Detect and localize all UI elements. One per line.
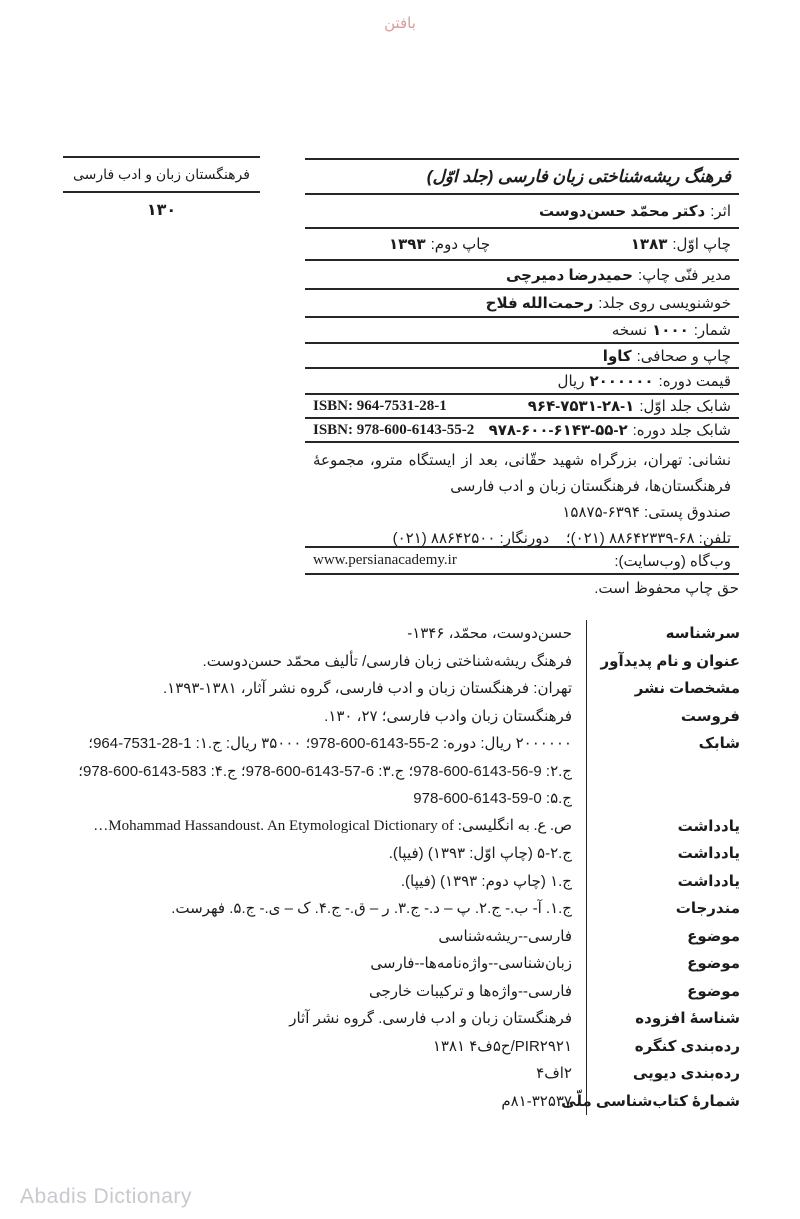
fipa-label: یادداشت [677,845,740,862]
fipa-label: عنوان و نام پدیدآور [600,652,740,670]
calligraphy-label: خوشنویسی روی جلد: [598,295,731,312]
pub-row-isbn-set [305,419,739,443]
pub-row-print-binding [305,344,739,369]
pub-row-isbn-vol1 [305,395,739,419]
fipa-label: مشخصات نشر [634,680,740,697]
fipa-value: ص. ع. به انگلیسی: Mohammad Hassandoust. An Etymological Dictionary of… [60,813,587,841]
second-edition-year: ۱۳۹۳ [389,236,426,253]
fipa-row-series [60,703,740,731]
pub-row-title [305,160,739,195]
copies-count: ۱۰۰۰ [652,322,689,339]
fipa-value: PIR۲۹۲۱/ح۵ف۴ ۱۳۸۱ [60,1033,587,1061]
first-edition-label: چاپ اوّل: [672,236,731,253]
website-label: وب‌گاه (وب‌سایت): [614,552,731,570]
national-bib-number: م۸۱-۳۲۵۳۷ [501,1092,572,1110]
pub-row-website [305,548,739,575]
fipa-row-main-entry [60,620,740,648]
pub-row-copies [305,318,739,344]
fipa-value: فرهنگ ریشه‌شناختی زبان فارسی/ تألیف محمّد حسن‌دوست. [60,648,587,676]
price-unit: ریال [557,373,585,390]
print-binding-label: چاپ و صحافی: [636,347,731,365]
author-label: اثر: [710,203,731,220]
price-label: قیمت دوره: [658,373,731,390]
fipa-row-isbn [60,730,740,813]
fipa-row-subject-2 [60,950,740,978]
fipa-label: شمارۀ کتاب‌شناسی ملّی [561,1092,740,1110]
fipa-value: ج.۱ (چاپ دوم: ۱۳۹۳) (فیپا). [60,868,587,896]
technical-manager-label: مدیر فنّی چاپ: [637,266,731,284]
fipa-value [60,1088,587,1116]
fipa-label: سرشناسه [665,625,740,642]
copies-unit: نسخه [611,322,648,339]
fipa-value: ج.۱. آ- ب.- ج.۲. پ – د.- ج.۳. ر – ق.- ج.۴. ک – ی.- ج.۵. فهرست. [60,895,587,923]
first-edition-year: ۱۳۸۳ [630,236,668,253]
phone-fax-line: تلفن: ۶۸-۸۸۶۴۲۳۳۹ (۰۲۱)؛ دورنگار: ۸۸۶۴۲۵۰۰ (۰۲۱) [392,530,731,547]
fipa-value: فرهنگستان زبان و ادب فارسی. گروه نشر آثار [60,1005,587,1033]
fipa-isbn-line-3: ج.۵: ‎978-600-6143-59-0 [413,790,572,807]
pub-row-technical-manager [305,261,739,290]
fipa-row-note-english [60,813,740,841]
headword-watermark: بافتن [384,15,416,32]
address-line-2: فرهنگستان‌ها، فرهنگستان زبان و ادب فارسی [450,478,731,495]
fipa-row-contents [60,895,740,923]
fipa-label: رده‌بندی کنگره [634,1037,740,1055]
pub-row-editions [305,229,739,261]
pobox-line: صندوق پستی: ‎۱۵۸۷۵-۶۳۹۴ [562,504,731,521]
fipa-value: فرهنگستان زبان وادب فارسی؛ ۲۷، ۱۳۰. [60,703,587,731]
series-box [63,156,260,220]
isbn-vol1-latin: ISBN: 964-7531-28-1 [313,397,447,414]
isbn-set-label: شابک جلد دوره: [632,422,731,439]
pub-row-price [305,369,739,395]
fipa-row-national-bibliography-number [60,1088,740,1116]
fipa-label: موضوع [687,982,740,1000]
fipa-row-subject-3 [60,978,740,1006]
pub-row-author [305,195,739,229]
address-line-1: نشانی: تهران، بزرگراه شهید حقّانی، بعد از ایستگاه مترو، مجموعۀ [313,452,731,469]
fipa-row-note-2 [60,840,740,868]
author-name: دکتر محمّد حسن‌دوست [538,203,706,220]
fipa-label: شناسۀ افزوده [635,1010,740,1027]
price-amount: ۲۰۰۰۰۰۰ [589,373,654,390]
fipa-row-imprint [60,675,740,703]
fipa-row-lc-classification [60,1033,740,1061]
dewey-number: ۴فا۲ [536,1065,572,1082]
fipa-value: فارسی--ریشه‌شناسی [60,923,587,951]
fipa-value: تهران: فرهنگستان زبان و ادب فارسی، گروه نشر آثار، ۱۳۸۱-۱۳۹۳. [60,675,587,703]
calligrapher-name: رحمت‌الله فلاح [485,295,594,312]
fipa-label: مندرجات [675,900,740,917]
second-edition-label: چاپ دوم: [430,236,491,253]
technical-manager-name: حمیدرضا دمیرچی [505,266,633,284]
abadis-watermark: Abadis Dictionary [20,1185,192,1208]
fipa-row-note-3 [60,868,740,896]
copies-label: شمار: [693,322,731,339]
isbn-set-fa: ‎۹۷۸-۶۰۰-۶۱۴۳-۵۵-۲ [488,422,628,439]
fipa-label: موضوع [687,927,740,945]
print-binding-name: کاوا [602,347,632,365]
fipa-label: فروست [680,707,740,725]
isbn-vol1-label: شابک جلد اوّل: [639,398,731,415]
fipa-value [60,1060,587,1088]
website-url: www.persianacademy.ir [313,552,457,568]
pub-row-calligraphy [305,290,739,318]
isbn-vol1-fa: ‎۹۶۴-۷۵۳۱-۲۸-۱ [527,398,635,415]
fipa-label: شابک [698,735,740,752]
fipa-row-dewey-classification [60,1060,740,1088]
fipa-isbn-line-2: ج.۲: ‎978-600-6143-56-9؛ ج.۳: ‎978-600-6143-57-6؛ ج.۴: ‎978-600-6143-583؛ [78,762,572,780]
cataloging-table [60,620,740,1115]
fipa-label: یادداشت [677,817,740,835]
fipa-isbn-line-1: ۲۰۰۰۰۰۰ ریال: دوره: ‎978-600-6143-55-2؛ ۳۵۰۰۰ ریال: ج.۱: ‎964-7531-28-1؛ [88,735,572,752]
fipa-label: یادداشت [677,872,740,890]
fipa-value: ج.۲-۵ (چاپ اوّل: ۱۳۹۳) (فیپا). [60,840,587,868]
fipa-row-title-statement [60,648,740,676]
fipa-label: رده‌بندی دیویی [632,1065,740,1082]
academy-name: فرهنگستان زبان و ادب فارسی [73,166,250,182]
fipa-value: زبان‌شناسی--واژه‌نامه‌ها--فارسی [60,950,587,978]
copyright-notice: حق چاپ محفوظ است. [594,580,739,597]
pub-row-address [305,443,739,548]
fipa-label: موضوع [687,955,740,972]
fipa-value [60,730,587,813]
fipa-value: حسن‌دوست، محمّد، ۱۳۴۶- [60,620,587,648]
isbn-set-latin: ISBN: 978-600-6143-55-2 [313,421,475,438]
book-title: فرهنگ ریشه‌شناختی زبان فارسی (جلد اوّل) [426,166,731,186]
fipa-row-added-entry [60,1005,740,1033]
publication-table [305,158,739,575]
series-number: ۱۳۰ [146,202,177,219]
fipa-row-subject-1 [60,923,740,951]
fipa-value: فارسی--واژه‌ها و ترکیبات خارجی [60,978,587,1006]
